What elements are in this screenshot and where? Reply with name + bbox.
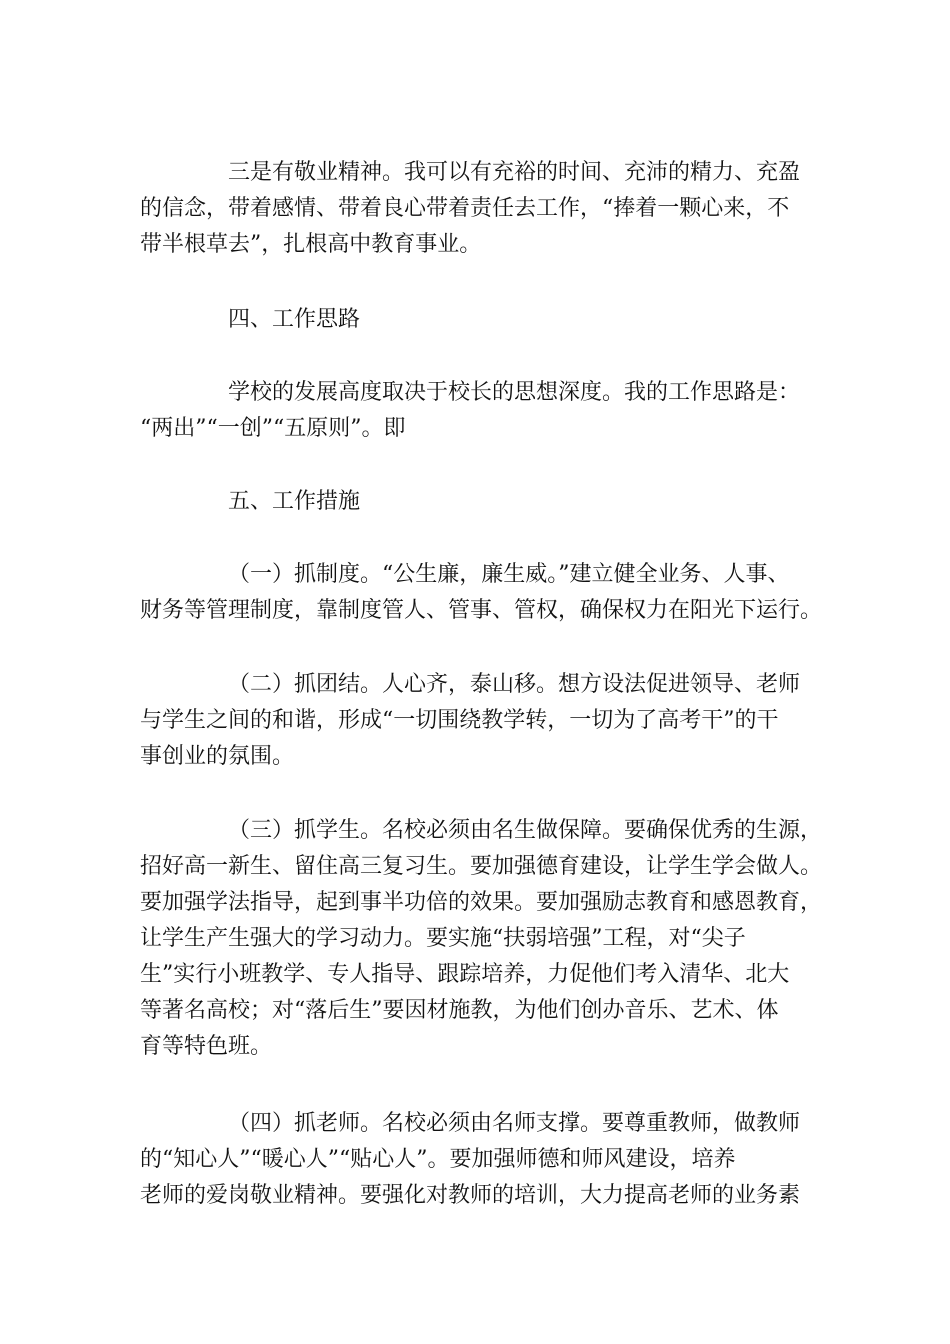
text-line: 的信念，带着感情、带着良心带着责任去工作，“捧着一颗心来，不	[140, 196, 790, 221]
text-line: 招好高一新生、留住高三复习生。要加强德育建设，让学生学会做人。	[140, 854, 823, 879]
text-line: 学校的发展高度取决于校长的思想深度。我的工作思路是：	[228, 380, 801, 405]
text-line: （二）抓团结。人心齐，泰山移。想方设法促进领导、老师	[228, 672, 801, 697]
text-line: 育等特色班。	[140, 1034, 273, 1059]
text-line: 三是有敬业精神。我可以有充裕的时间、充沛的精力、充盈	[228, 160, 801, 185]
text-line: 等著名高校；对“落后生”要因材施教，为他们创办音乐、艺术、体	[140, 998, 779, 1023]
text-line: 带半根草去”，扎根高中教育事业。	[140, 232, 482, 257]
text-line: 要加强学法指导，起到事半功倍的效果。要加强励志教育和感恩教育，	[140, 890, 823, 915]
text-line: 事创业的氛围。	[140, 744, 295, 769]
text-line: 让学生产生强大的学习动力。要实施“扶弱培强”工程，对“尖子	[140, 926, 746, 951]
text-line: （三）抓学生。名校必须由名生做保障。要确保优秀的生源，	[228, 818, 823, 843]
text-line: “两出”“一创”“五原则”。即	[140, 416, 406, 441]
text-line: 老师的爱岗敬业精神。要强化对教师的培训，大力提高老师的业务素	[140, 1183, 801, 1208]
paragraph-dedication	[140, 155, 824, 263]
text-line: （一）抓制度。“公生廉，廉生威。”建立健全业务、人事、	[228, 562, 790, 587]
paragraph-measure-unity	[140, 667, 824, 775]
text-line: （四）抓老师。名校必须由名师支撑。要尊重教师，做教师	[228, 1111, 801, 1136]
paragraph-measure-system	[140, 557, 824, 629]
section-heading-work-ideas: 四、工作思路	[228, 307, 361, 332]
paragraph-work-ideas	[140, 375, 824, 447]
text-line: 财务等管理制度，靠制度管人、管事、管权，确保权力在阳光下运行。	[140, 598, 823, 623]
paragraph-measure-teachers	[140, 1106, 824, 1214]
text-line: 与学生之间的和谐，形成“一切围绕教学转，一切为了高考干”的干	[140, 708, 779, 733]
paragraph-measure-students	[140, 813, 824, 1065]
section-heading-work-measures: 五、工作措施	[228, 489, 361, 514]
text-line: 的“知心人”“暖心人”“贴心人”。要加强师德和师风建设，培养	[140, 1147, 736, 1172]
text-line: 生”实行小班教学、专人指导、跟踪培养，力促他们考入清华、北大	[140, 962, 790, 987]
